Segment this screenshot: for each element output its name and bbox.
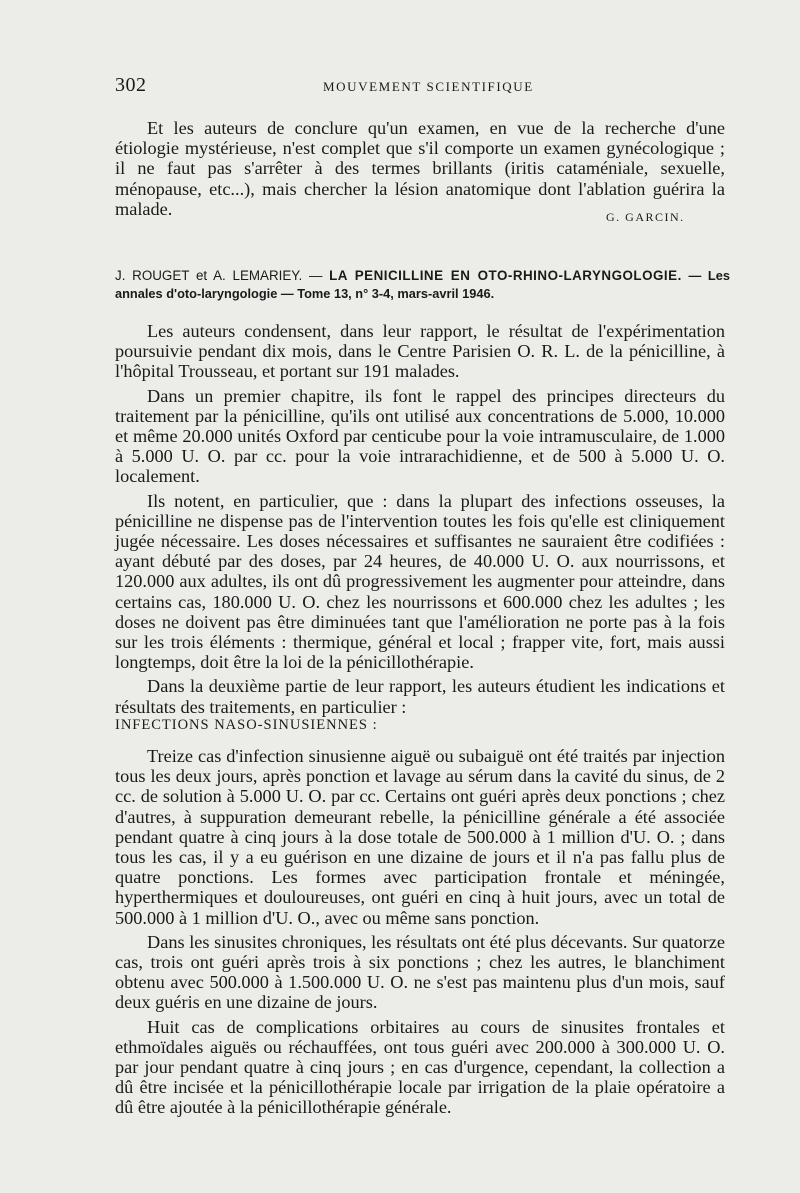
section-heading: INFECTIONS NASO-SINUSIENNES : bbox=[115, 717, 378, 733]
section-text bbox=[115, 746, 725, 1122]
body-paragraph: Les auteurs condensent, dans leur rapport, le résultat de l'expérimentation poursuivie pendant dix mois, dans le Centre Parisien O. R. L. de la pénicilline, à l'hôpital Trousseau, et portant sur 191 malades. bbox=[115, 321, 725, 382]
intro-text bbox=[115, 118, 725, 223]
body-paragraph: Dans un premier chapitre, ils font le rappel des principes directeurs du traitement par la pénicilline, qu'ils ont utilisé aux concentrations de 5.000, 10.000 et même 20.000 unités Oxford par centicube pour la voie intramusculaire, de 1.000 à 5.000 U. O. par cc. pour la voie intrarachidienne, et de 500 à 5.000 U. O. localement. bbox=[115, 385, 725, 487]
page-header bbox=[115, 74, 715, 98]
reference-authors: J. ROUGET et A. LEMARIEY. — bbox=[115, 268, 323, 283]
reference-heading bbox=[115, 267, 730, 303]
page-number: 302 bbox=[115, 74, 147, 96]
section-paragraph: Dans les sinusites chroniques, les résultats ont été plus décevants. Sur quatorze cas, trois ont guéri après trois à six ponctions ; chez les autres, le blanchiment obtenu avec 500.000 à 1.500.000 U. O. ne s'est pas maintenu plus d'un mois, sauf deux guéris en une dizaine de jours. bbox=[115, 931, 725, 1013]
signature: G. GARCIN. bbox=[606, 210, 685, 224]
running-title: MOUVEMENT SCIENTIFIQUE bbox=[323, 79, 534, 94]
section-paragraph: Huit cas de complications orbitaires au cours de sinusites frontales et ethmoïdales aiguës ou réchauffées, ont tous guéri avec 200.000 à 300.000 U. O. par jour pendant quatre à cinq jours ; en cas d'urgence, cependant, la collection a dû être incisée et la pénicillothérapie locale par irrigation de la plaie opératoire a dû être ajoutée à la pénicillothérapie générale. bbox=[115, 1016, 725, 1118]
intro-paragraph: Et les auteurs de conclure qu'un examen, en vue de la recherche d'une étiologie mystérieuse, n'est complet que s'il comporte un examen gynécologique ; il ne faut pas s'arrêter à des termes brillants (iritis cataméniale, sexuelle, ménopause, etc...), mais chercher la lésion anatomique dont l'ablation guérira la malade. bbox=[115, 118, 725, 219]
body-text bbox=[115, 321, 725, 721]
body-paragraph: Dans la deuxième partie de leur rapport, les auteurs étudient les indications et résultats des traitements, en particulier : bbox=[115, 676, 725, 717]
reference-title: LA PENICILLINE EN OTO-RHINO-LARYNGOLOGIE. bbox=[329, 268, 682, 283]
section-paragraph: Treize cas d'infection sinusienne aiguë ou subaiguë ont été traités par injection tous les deux jours, après ponction et lavage au sérum dans la cavité du sinus, de 2 cc. de solution à 5.000 U. O. par cc. Certains ont guéri après deux ponctions ; chez d'autres, à suppuration demeurant rebelle, la pénicilline générale a été associée pendant quatre à cinq jours à la dose totale de 500.000 à 1 million d'U. O. ; dans tous les cas, il y a eu guérison en une dizaine de jours et il n'a pas fallu plus de quatre ponctions. Les formes avec participation frontale et méningée, hyperthermiques et douloureuses, ont guéri en cinq à huit jours, avec un total de 500.000 à 1 million d'U. O., avec ou même sans ponction. bbox=[115, 746, 725, 928]
reference-journal: — Les annales d'oto-laryngologie — Tome 13, n° 3-4, mars-avril 1946. bbox=[115, 268, 730, 301]
body-paragraph: Ils notent, en particulier, que : dans la plupart des infections osseuses, la pénicilline ne dispense pas de l'intervention toutes les fois qu'elle est cliniquement jugée nécessaire. Les doses nécessaires et suffisantes ne sauraient être codifiées : ayant débuté par des doses, par 24 heures, de 40.000 U. O. aux nourrissons, et 120.000 aux adultes, ils ont dû progressivement les augmenter pour atteindre, dans certains cas, 180.000 U. O. chez les nourrissons et 600.000 chez les adultes ; les doses ne doivent pas être diminuées tant que l'amélioration ne porte pas à la fois sur les trois éléments : thermique, général et local ; frapper vite, fort, mais aussi longtemps, doit être la loi de la pénicillothérapie. bbox=[115, 490, 725, 673]
